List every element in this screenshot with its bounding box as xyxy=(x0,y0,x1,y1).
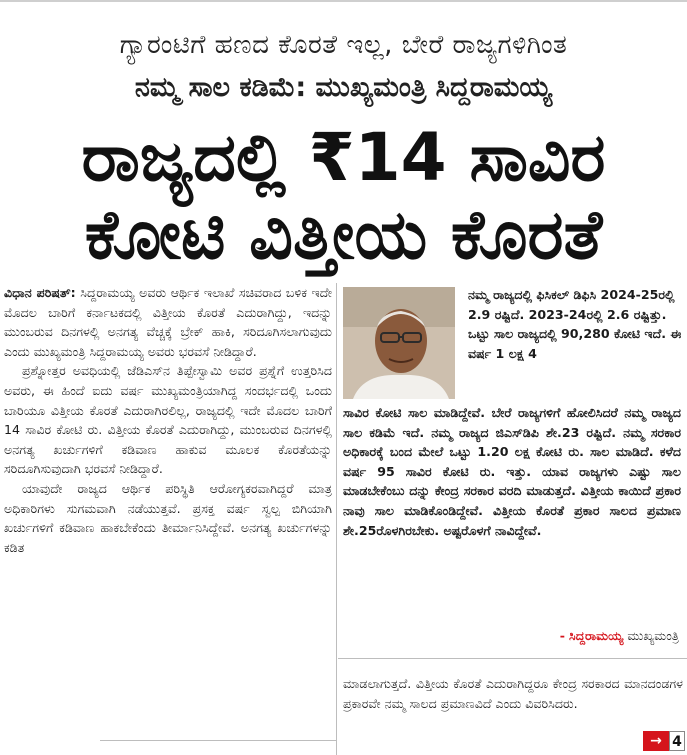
continued-page-number: 4 xyxy=(669,731,685,751)
paragraph-1 xyxy=(4,283,332,361)
attribution-dash: - xyxy=(559,628,566,643)
right-column-continuation xyxy=(343,674,683,713)
paragraph-1-text: ಸಿದ್ದರಾಮಯ್ಯ ಅವರು ಆರ್ಥಿಕ ಇಲಾಖೆ ಸಚಿವರಾದ ಬಳಿಕ ಇದೇ ಮೊದಲ ಬಾರಿಗೆ ಕರ್ನಾಟಕದಲ್ಲಿ ವಿತ್ತೀಯ ಕೊರತೆ ಎದುರಾಗಿದ್ದು, ಇದನ್ನು ಮುಂಬರುವ ದಿನಗಳಲ್ಲಿ ಅನಗತ್ಯ ವೆಚ್ಚಕ್ಕೆ ಬ್ರೇಕ್ ಹಾಕಿ, ಸರಿದೂಗಿಸಲಾಗುವುದು ಎಂದು ಮುಖ್ಯಮಂತ್ರಿ ಸಿದ್ದರಾಮಯ್ಯ ಅವರು ಭರವಸೆ ನೀಡಿದ್ದಾರೆ. xyxy=(4,285,332,359)
left-column xyxy=(4,283,332,557)
right-continuation-text: ಮಾಡಲಾಗುತ್ತದೆ. ವಿತ್ತೀಯ ಕೊರತೆ ಎದುರಾಗಿದ್ದರೂ ಕೇಂದ್ರ ಸರಕಾರದ ಮಾನದಂಡಗಳ ಪ್ರಕಾರವೇ ನಮ್ಮ ಸಾಲದ ಪ್ರಮಾಣವಿದೆ ಎಂದು ವಿವರಿಸಿದರು. xyxy=(343,676,683,711)
top-rule xyxy=(0,0,687,2)
quote-beside-photo xyxy=(468,285,682,363)
cm-photo xyxy=(343,287,455,399)
quote-full-width xyxy=(343,403,681,540)
quote-beside-photo-text: ನಮ್ಮ ರಾಜ್ಯದಲ್ಲಿ ಫಿಸಿಕಲ್ ಡಿಫಿಸಿ 2024-25ರಲ್ಲಿ 2.9 ರಷ್ಟಿದೆ. 2023-24ರಲ್ಲಿ 2.6 ರಷ್ಟಿತ್ತು. ಒಟ್ಟು ಸಾಲ ರಾಜ್ಯದಲ್ಲಿ 90,280 ಕೋಟಿ ಇದೆ. ಈ ವರ್ಷ 1 ಲಕ್ಷ 4 xyxy=(468,287,682,361)
attribution-name: ಸಿದ್ದರಾಮಯ್ಯ xyxy=(569,628,624,643)
column-divider xyxy=(336,283,337,755)
arrow-right-icon: → xyxy=(643,731,669,751)
headline-line-2: ಕೋಟಿ ವಿತ್ತೀಯ ಕೊರತೆ xyxy=(84,196,603,275)
quote-full-width-text: ಸಾವಿರ ಕೋಟಿ ಸಾಲ ಮಾಡಿದ್ದೇವೆ. ಬೇರೆ ರಾಜ್ಯಗಳಿಗೆ ಹೋಲಿಸಿದರೆ ನಮ್ಮ ರಾಜ್ಯದ ಸಾಲ ಕಡಿಮೆ ಇದೆ. ನಮ್ಮ ರಾಜ್ಯದ ಜಿಎಸ್‌ಡಿಪಿ ಶೇ.23 ರಷ್ಟಿದೆ. ನಮ್ಮ ಸರಕಾರ ಅಧಿಕಾರಕ್ಕೆ ಬಂದ ಮೇಲೆ ಒಟ್ಟು 1.20 ಲಕ್ಷ ಕೋಟಿ ರು. ಸಾಲ ಮಾಡಿದೆ. ಕಳೆದ ವರ್ಷ 95 ಸಾವಿರ ಕೋಟಿ ರು. ಇತ್ತು. ಯಾವ ರಾಜ್ಯಗಳು ಎಷ್ಟು ಸಾಲ ಮಾಡಬೇಕೆಂಬು ದನ್ನು ಕೇಂದ್ರ ಸರಕಾರ ವರದಿ ಮಾಡುತ್ತದೆ. ವಿತ್ತೀಯ ಕಾಯಿದೆ ಪ್ರಕಾರ ನಾವು ಸಾಲ ಮಾಡಿಕೊಂಡಿದ್ದೇವೆ. ವಿತ್ತೀಯ ಕೊರತೆ ಪ್ರಕಾರ ಸಾಲದ ಪ್ರಮಾಣ ಶೇ.25ರೊಳಗಿರಬೇಕು. ಅಷ್ಟರೊಳಗೆ ನಾವಿದ್ದೇವೆ. xyxy=(343,405,681,538)
kicker-line-2: ನಮ್ಮ ಸಾಲ ಕಡಿಮೆ: ಮುಖ್ಯಮಂತ್ರಿ ಸಿದ್ದರಾಮಯ್ಯ xyxy=(134,72,553,103)
quote-attribution xyxy=(560,626,679,646)
portrait-image xyxy=(343,287,455,399)
paragraph-3: ಯಾವುದೇ ರಾಜ್ಯದ ಆರ್ಥಿಕ ಪರಿಸ್ಥಿತಿ ಆರೋಗ್ಯಕರವಾಗಿದ್ದರೆ ಮಾತ್ರ ಅಧಿಕಾರಿಗಳು ಸುಗಮವಾಗಿ ನಡೆಯುತ್ತವೆ. ಪ್ರಸಕ್ತ ವರ್ಷ ಸ್ವಲ್ಪ ಬಿಗಿಯಾಗಿ ಖರ್ಚುಗಳಿಗೆ ಕಡಿವಾಣ ಹಾಕಬೇಕೆಂದು ತೀರ್ಮಾನಿಸಿದ್ದೇವೆ. ಅನಗತ್ಯ ಖರ್ಚುಗಳನ್ನು ಕಡಿತ xyxy=(4,480,332,555)
dateline: ವಿಧಾನ ಪರಿಷತ್: xyxy=(4,285,76,300)
continued-marker[interactable] xyxy=(623,731,687,753)
attribution-title: ಮುಖ್ಯಮಂತ್ರಿ xyxy=(627,628,679,643)
kicker-line-1: ಗ್ಯಾರಂಟಿಗೆ ಹಣದ ಕೊರತೆ ಇಲ್ಲ, ಬೇರೆ ರಾಜ್ಯಗಳಿಗಿಂತ xyxy=(119,30,568,60)
headline-line-1: ರಾಜ್ಯದಲ್ಲಿ ₹14 ಸಾವಿರ xyxy=(81,119,606,196)
bottom-rule xyxy=(100,740,336,741)
quote-bottom-rule xyxy=(338,658,687,659)
paragraph-2: ಪ್ರಶ್ನೋತ್ತರ ಅವಧಿಯಲ್ಲಿ ಜೆಡಿಎಸ್‌ನ ತಿಪ್ಪೇಸ್ವಾಮಿ ಅವರ ಪ್ರಶ್ನೆಗೆ ಉತ್ತರಿಸಿದ ಅವರು, ಈ ಹಿಂದೆ ಐದು ವರ್ಷ ಮುಖ್ಯಮಂತ್ರಿಯಾಗಿದ್ದ ಸಂದರ್ಭದಲ್ಲಿ ಒಂದು ಬಾರಿಯೂ ವಿತ್ತೀಯ ಕೊರತೆ ಎದುರಾಗಿರಲಿಲ್ಲ, ರಾಜ್ಯದಲ್ಲಿ ಇದೇ ಮೊದಲ ಬಾರಿಗೆ 14 ಸಾವಿರ ಕೋಟಿ ರು. ವಿತ್ತೀಯ ಕೊರತೆ ಎದುರಾಗಿದ್ದು, ಮುಂಬರುವ ದಿನಗಳಲ್ಲಿ ಅನಗತ್ಯ ಖರ್ಚುಗಳಿಗೆ ಕಡಿವಾಣ ಹಾಕುವ ಮೂಲಕ ಕೊರತೆಯನ್ನು ಸರಿದೂಗಿಸುವುದಾಗಿ ಭರವಸೆ ನೀಡಿದ್ದಾರೆ. xyxy=(4,363,332,477)
